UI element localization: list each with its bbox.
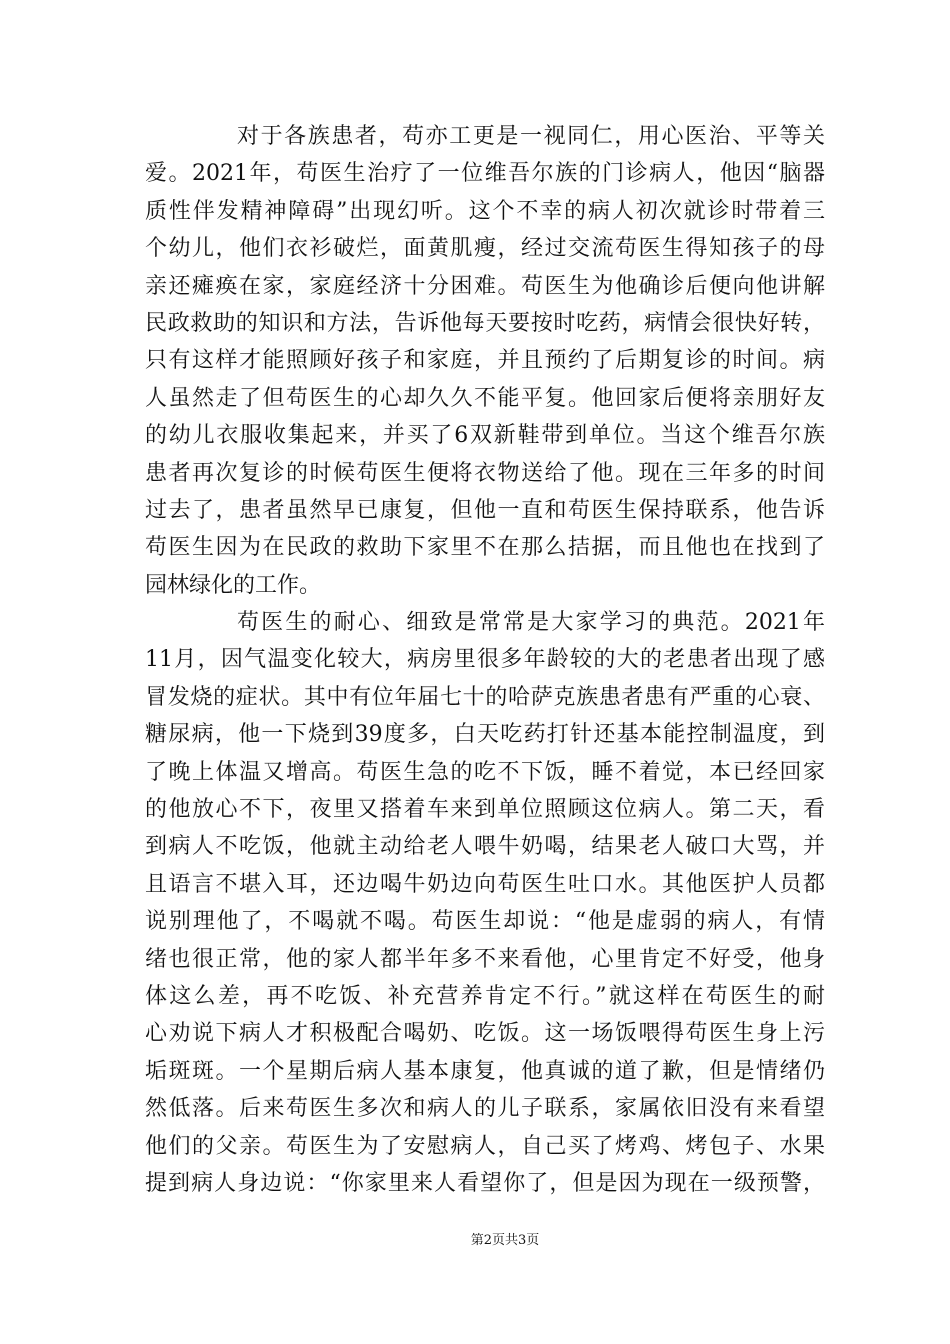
text-line: 心劝说下病人才积极配合喝奶、吃饭。这一场饭喂得苟医生身上污 [145, 1021, 825, 1047]
text-line: 糖尿病，他一下烧到39度多，白天吃药打针还基本能控制温度，到 [145, 722, 825, 748]
text-line: 过去了，患者虽然早已康复，但他一直和苟医生保持联系，他告诉 [145, 497, 825, 523]
text-line: 苟医生因为在民政的救助下家里不在那么拮据，而且他也在找到了 [145, 535, 825, 561]
text-line: 说别理他了，不喝就不喝。苟医生却说：“他是虚弱的病人，有情 [145, 909, 825, 935]
text-line-paragraph-2-start: 苟医生的耐心、细致是常常是大家学习的典范。2021年 [237, 610, 825, 636]
text-line-paragraph-1-start: 对于各族患者，苟亦工更是一视同仁，用心医治、平等关 [237, 124, 825, 149]
text-line-paragraph-1-end: 园林绿化的工作。 [145, 572, 322, 598]
text-line: 了晚上体温又增高。苟医生急的吃不下饭，睡不着觉，本已经回家 [145, 759, 825, 785]
text-line: 提到病人身边说：“你家里来人看望你了，但是因为现在一级预警， [145, 1170, 825, 1196]
text-line: 患者再次复诊的时候苟医生便将衣物送给了他。现在三年多的时间 [145, 460, 825, 486]
text-line: 绪也很正常，他的家人都半年多不来看他，心里肯定不好受，他身 [145, 946, 825, 972]
text-line: 人虽然走了但苟医生的心却久久不能平复。他回家后便将亲朋好友 [145, 385, 825, 411]
text-line: 且语言不堪入耳，还边喝牛奶边向苟医生吐口水。其他医护人员都 [145, 871, 825, 897]
text-line: 爱。2021年，苟医生治疗了一位维吾尔族的门诊病人，他因“脑器 [145, 161, 825, 187]
page-number-footer: 第2页共3页 [470, 1233, 540, 1248]
body-text [145, 118, 825, 1202]
text-line: 到病人不吃饭，他就主动给老人喂牛奶喝，结果老人破口大骂，并 [145, 834, 825, 860]
text-line: 个幼儿，他们衣衫破烂，面黄肌瘦，经过交流苟医生得知孩子的母 [145, 236, 825, 262]
text-line: 质性伴发精神障碍”出现幻听。这个不幸的病人初次就诊时带着三 [145, 198, 825, 224]
text-line: 的幼儿衣服收集起来，并买了6双新鞋带到单位。当这个维吾尔族 [145, 423, 825, 449]
text-line: 冒发烧的症状。其中有位年届七十的哈萨克族患者患有严重的心衰、 [145, 684, 825, 710]
text-line: 的他放心不下，夜里又搭着车来到单位照顾这位病人。第二天，看 [145, 797, 825, 823]
text-line: 亲还瘫痪在家，家庭经济十分困难。苟医生为他确诊后便向他讲解 [145, 273, 825, 299]
text-line: 11月，因气温变化较大，病房里很多年龄较的大的老患者出现了感 [145, 647, 825, 673]
text-line: 民政救助的知识和方法，告诉他每天要按时吃药，病情会很快好转， [145, 310, 825, 336]
text-line: 然低落。后来苟医生多次和病人的儿子联系，家属依旧没有来看望 [145, 1096, 825, 1122]
text-line: 垢斑斑。一个星期后病人基本康复，他真诚的道了歉，但是情绪仍 [145, 1058, 825, 1084]
text-line: 他们的父亲。苟医生为了安慰病人，自己买了烤鸡、烤包子、水果 [145, 1133, 825, 1159]
text-line: 体这么差，再不吃饭、补充营养肯定不行。”就这样在苟医生的耐 [145, 983, 825, 1009]
text-line: 只有这样才能照顾好孩子和家庭，并且预约了后期复诊的时间。病 [145, 348, 825, 374]
